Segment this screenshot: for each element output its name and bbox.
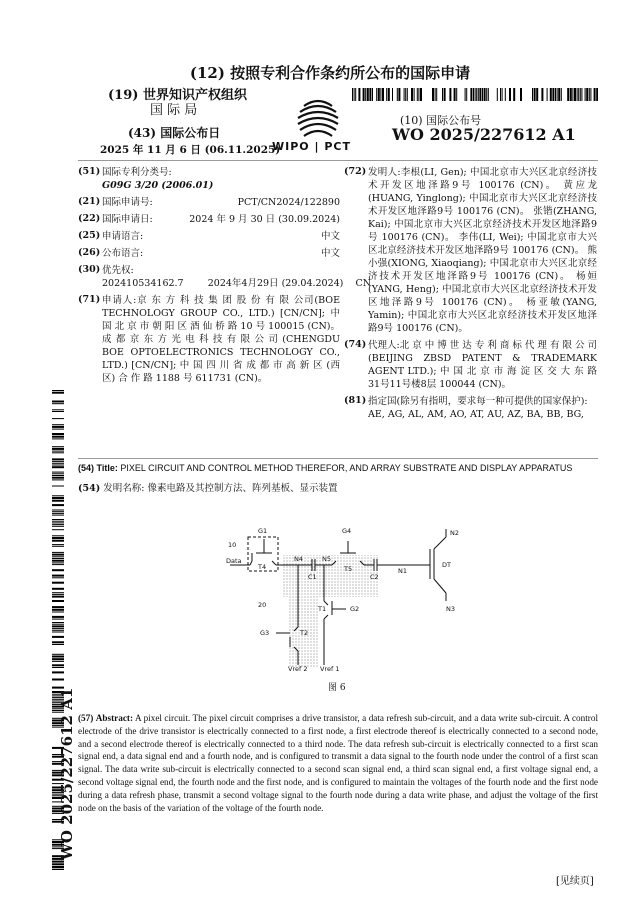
title-divider bbox=[78, 458, 598, 459]
field-21: (21) 国际申请号: PCT/CN2024/122890 bbox=[78, 196, 340, 208]
label-vref2: Vref 2 bbox=[288, 665, 308, 673]
vertical-pub-number: WO 2025/227612 A1 bbox=[58, 687, 76, 860]
label-c1: C1 bbox=[308, 573, 317, 581]
continued-label: [见续页] bbox=[556, 876, 594, 887]
org-name: (19) 世界知识产权组织 bbox=[108, 88, 247, 103]
field-71: (71) 申请人:京 东 方 科 技 集 团 股 份 有 限 公司(BOE TECHNOLOGY GROUP CO., LTD.) [CN/CN]; 中 国 北 京 市 朝 阳 区 酒 仙 桥 路 10 号 100015 (CN)。 成 都 京 东 方 光 电 科 技 有 限 公 司 (CHENGDU BOE OPTOELECTRONICS TECHNOLOGY CO., LTD.) [CN/CN]; 中 国 四 川 省 成 都 市 高 新 区 (西 区) 合 作 路 1188 号 611731 (CN)。 bbox=[78, 294, 341, 384]
label-g3: G3 bbox=[260, 629, 270, 637]
abstract: (57) Abstract: A pixel circuit. The pixel circuit comprises a drive transistor, a data refresh sub-circuit, and a data write sub-circuit. A control electrode of the drive transistor is electrically connected to a first node, a first electrode thereof is electrically connected to a second node, and a second electrode thereof is electrically connected to a third node. The data refresh sub-circuit is electrically connected to a first scan signal end, a data signal end and a fourth node, and is configured to transmit a data signal to the fourth node under the control of a first scan signal. The data write sub-circuit is electrically connected to a second scan signal end, a third scan signal end, a first voltage signal end, a second voltage signal end, the fourth node and the first node, and is configured to maintain the voltages of the fourth node and the first node during a data refresh phase, transmit a second voltage signal to the fourth node during a data write phase, and adjust the voltage of the first node on the basis of the variation of the voltage of the fourth node. bbox=[78, 713, 598, 813]
label-t2: T2 bbox=[300, 629, 309, 637]
title-chinese: (54) 发明名称: 像素电路及其控制方法、阵列基板、显示装置 bbox=[78, 483, 338, 494]
label-t5: T5 bbox=[344, 565, 353, 573]
pub-number-value: WO 2025/227612 A1 bbox=[392, 125, 576, 144]
field-26: (26) 公布语言: 中文 bbox=[78, 247, 340, 259]
pub-date-label: (43) 国际公布日 bbox=[128, 126, 221, 140]
field-25: (25) 申请语言: 中文 bbox=[78, 230, 340, 242]
label-n3: N3 bbox=[446, 605, 455, 613]
label-10: 10 bbox=[228, 541, 237, 549]
label-n4: N4 bbox=[294, 555, 303, 563]
label-g4: G4 bbox=[342, 527, 352, 535]
field-74: (74) 代理人:北 京 中 博 世 达 专 利 商 标 代 理 有 限 公 司 (BEIJING ZBSD PATENT & TRADEMARK AGENT LTD.); 中 国 北 京 市 海 淀 区 交 大 东 路 31号11号楼8层 100044 (CN)。 bbox=[344, 339, 598, 390]
label-vref1: Vref 1 bbox=[320, 665, 340, 673]
label-g2: G2 bbox=[350, 605, 360, 613]
label-g1: G1 bbox=[258, 527, 268, 535]
bibliographic-right-column bbox=[344, 166, 597, 425]
label-t4: T4 bbox=[258, 563, 267, 571]
label-data: Data bbox=[226, 557, 242, 565]
org-sub: 国 际 局 bbox=[150, 103, 198, 118]
field-81: (81) 指定国(除另有指明，要求每一种可提供的国家保护): AE, AG, AL, AM, AO, AT, AU, AZ, BA, BB, BG, bbox=[344, 395, 588, 420]
pub-date-value: 2025 年 11 月 6 日 (06.11.2025) bbox=[100, 144, 281, 156]
document-title: (12) 按照专利合作条约所公布的国际申请 bbox=[189, 64, 471, 82]
field-72: (72) 发明人:李根(LI, Gen); 中国北京市大兴区北京经济技术开发区地泽路9号 100176 (CN)。 黄应龙 (HUANG, Yinglong); 中国北京市大兴区北京经济技术开发区地泽路9号 100176 (CN)。 张锴(ZHANG, Kai); 中国北京市大兴区北京经济技术开发区地泽路9号 100176 (CN)。 李伟(LI, Wei); 中国北京市大兴区北京经济技术开发区地泽路9号 100176 (CN)。 熊小强(XIONG, Xiaoqiang); 中国北京市大兴区北京经济技术开发区地泽路9号 100176 (CN)。 杨姮(YANG, Heng); 中国北京市大兴区北京经济技术开发区地泽路9号 100176 (CN)。 杨亚敏(YANG, Yamin); 中国北京市大兴区北京经济技术开发区地泽路9号 100176 (CN)。 bbox=[344, 166, 597, 334]
figure-caption: 图 6 bbox=[328, 683, 346, 693]
label-20: 20 bbox=[258, 601, 267, 609]
label-n2: N2 bbox=[450, 529, 459, 537]
header-divider bbox=[78, 160, 598, 161]
label-n1: N1 bbox=[398, 567, 407, 575]
field-51: (51) 国际专利分类号: G09G 3/20 (2006.01) bbox=[78, 166, 214, 191]
pub-number-label: (10) 国际公布号 bbox=[400, 114, 482, 127]
wipo-pct-label: WIPO | PCT bbox=[272, 140, 351, 153]
field-30: (30) 优先权: 202410534162.7 2024年4月29日 (29.04.2024) CN bbox=[78, 264, 372, 289]
label-n5: N5 bbox=[322, 555, 331, 563]
field-22: (22) 国际申请日: 2024 年 9 月 30 日 (30.09.2024) bbox=[78, 213, 340, 225]
title-english: (54) Title: PIXEL CIRCUIT AND CONTROL METHOD THEREFOR, AND ARRAY SUBSTRATE AND DISPLAY APPARATUS bbox=[78, 463, 573, 473]
barcode-top bbox=[352, 88, 598, 101]
label-dt: DT bbox=[442, 561, 451, 569]
label-t1: T1 bbox=[318, 605, 327, 613]
label-c2: C2 bbox=[370, 573, 379, 581]
circuit-diagram bbox=[220, 515, 470, 673]
bibliographic-left-column bbox=[78, 166, 372, 389]
